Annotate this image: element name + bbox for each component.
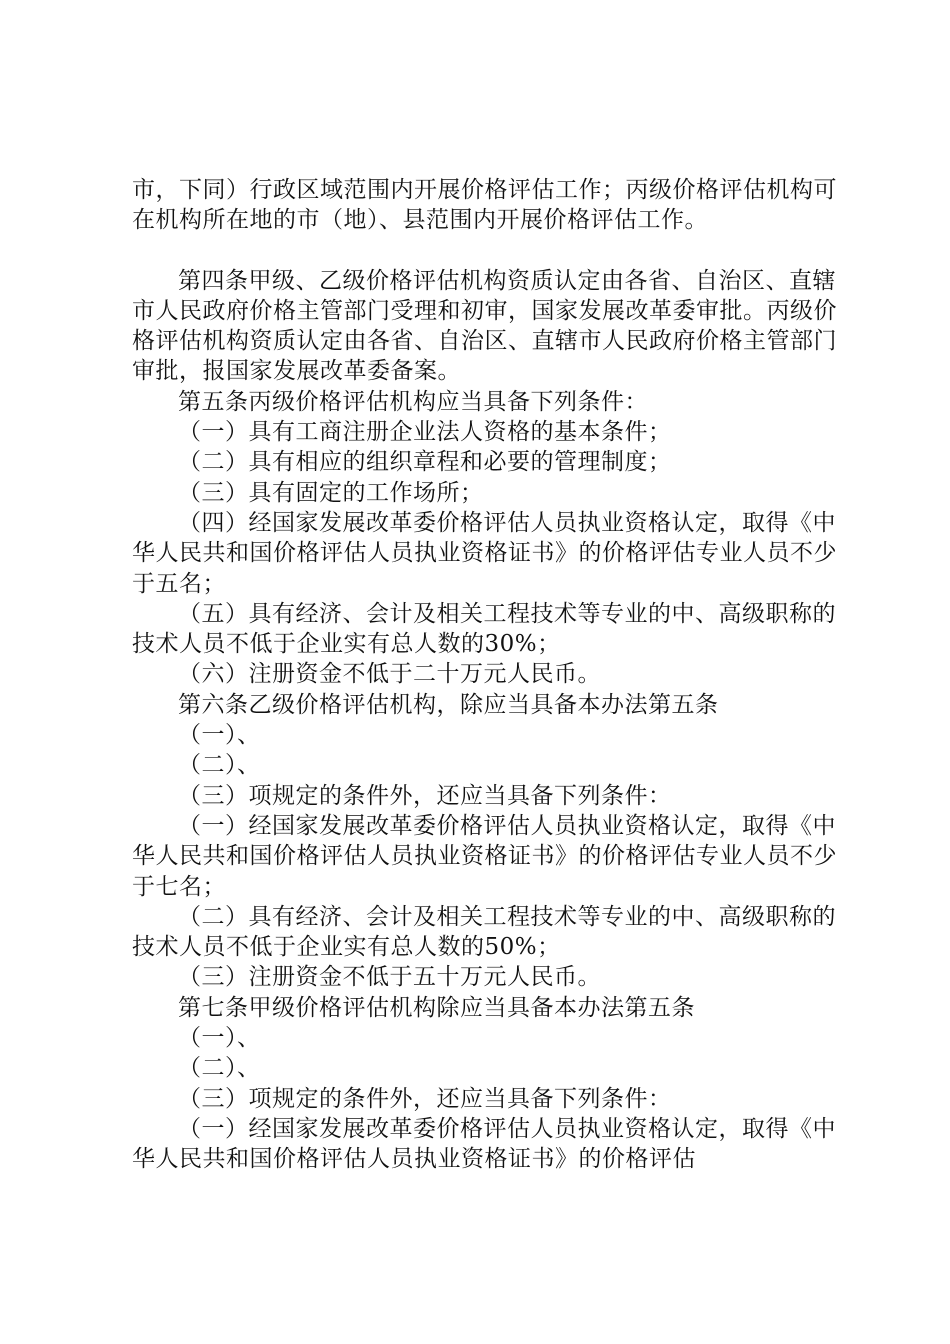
article-6-ref-2: （二）、 <box>178 752 261 779</box>
article-5-item-1: （一）具有工商注册企业法人资格的基本条件； <box>178 419 672 446</box>
article-5-item-6: （六）注册资金不低于二十万元人民币。 <box>178 661 601 688</box>
continuation-paragraph: 市，下同）行政区域范围内开展价格评估工作；丙级价格评估机构可在机构所在地的市（地）、县范围内开展价格评估工作。 <box>132 177 837 234</box>
article-5-heading: 第五条丙级价格评估机构应当具备下列条件： <box>178 388 648 415</box>
paragraph-gap <box>132 236 842 266</box>
article-7-ref-1: （一）、 <box>178 1025 261 1052</box>
article-4: 第四条甲级、乙级价格评估机构资质认定由各省、自治区、直辖市人民政府价格主管部门受理和初审，国家发展改革委审批。丙级价格评估机构资质认定由各省、自治区、直辖市人民政府价格主管部门审批，报国家发展改革委备案。 <box>132 267 837 385</box>
article-6-item-1: （一）经国家发展改革委价格评估人员执业资格认定，取得《中华人民共和国价格评估人员执业资格证书》的价格评估专业人员不少于七名； <box>132 812 837 900</box>
document-body <box>132 175 842 1175</box>
article-7-item-1: （一）经国家发展改革委价格评估人员执业资格认定，取得《中华人民共和国价格评估人员执业资格证书》的价格评估 <box>132 1115 836 1173</box>
article-6-heading: 第六条乙级价格评估机构，除应当具备本办法第五条 <box>178 691 719 718</box>
article-7-heading: 第七条甲级价格评估机构除应当具备本办法第五条 <box>178 994 695 1021</box>
article-7-ref-2: （二）、 <box>178 1055 261 1082</box>
article-5-item-2: （二）具有相应的组织章程和必要的管理制度； <box>178 449 672 476</box>
article-5-item-5: （五）具有经济、会计及相关工程技术等专业的中、高级职称的技术人员不低于企业实有总人数的30%； <box>132 600 836 658</box>
article-6-item-3: （三）注册资金不低于五十万元人民币。 <box>178 964 601 991</box>
article-6-ref-3: （三）项规定的条件外，还应当具备下列条件： <box>178 782 672 809</box>
article-6-item-2: （二）具有经济、会计及相关工程技术等专业的中、高级职称的技术人员不低于企业实有总人数的50%； <box>132 903 836 961</box>
article-5-item-4: （四）经国家发展改革委价格评估人员执业资格认定，取得《中华人民共和国价格评估人员执业资格证书》的价格评估专业人员不少于五名； <box>132 509 837 597</box>
article-7-ref-3: （三）项规定的条件外，还应当具备下列条件： <box>178 1085 672 1112</box>
article-6-ref-1: （一）、 <box>178 722 261 749</box>
article-5-item-3: （三）具有固定的工作场所； <box>178 479 484 506</box>
